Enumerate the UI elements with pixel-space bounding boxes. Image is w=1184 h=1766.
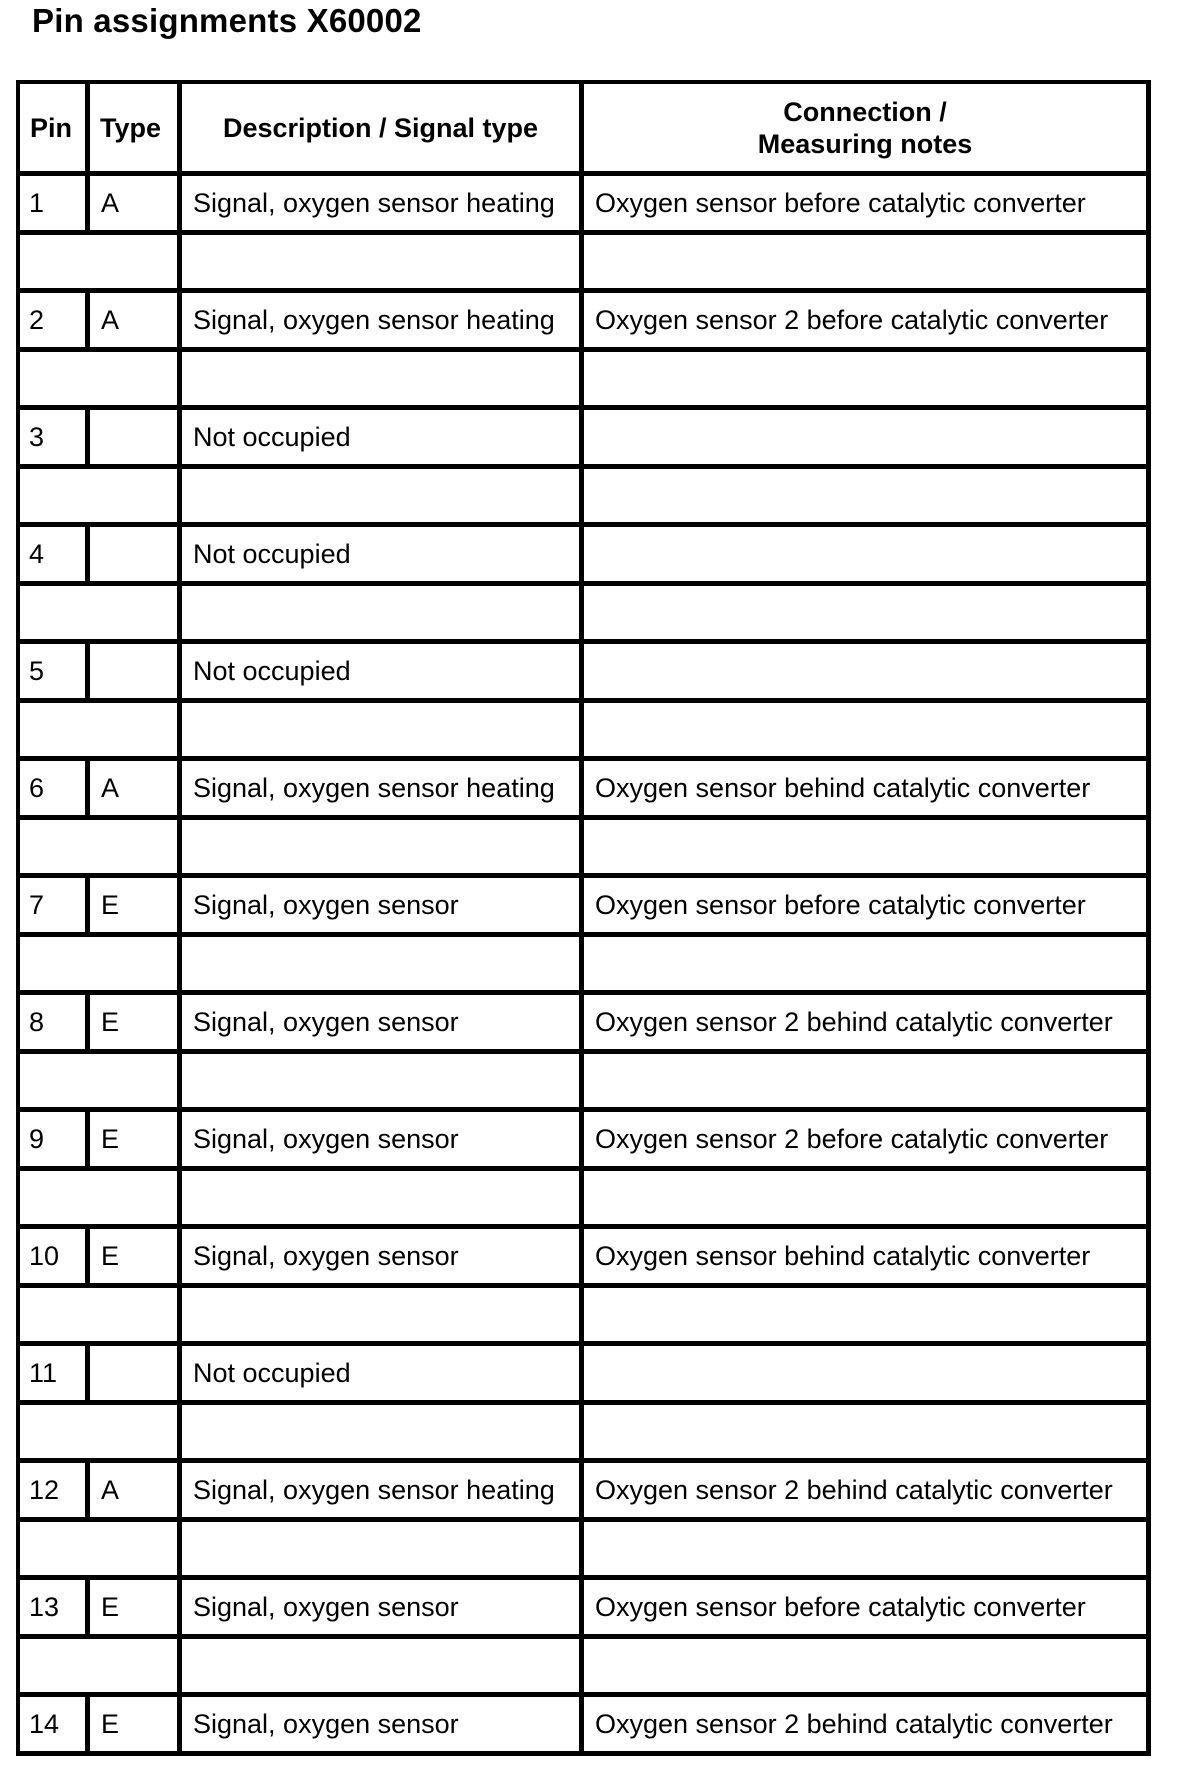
column-header-pin: Pin — [20, 84, 90, 176]
table-spacer-row — [20, 1288, 1151, 1346]
spacer-cell — [584, 1288, 1151, 1346]
connection-notes-cell: Oxygen sensor behind catalytic converter — [584, 761, 1151, 820]
spacer-cell — [20, 1522, 182, 1580]
description-cell: Signal, oxygen sensor — [182, 995, 584, 1054]
pin-cell: 7 — [20, 878, 90, 937]
table-row — [20, 1463, 1151, 1522]
table-spacer-row — [20, 1639, 1151, 1697]
spacer-cell — [182, 235, 584, 293]
description-cell: Not occupied — [182, 410, 584, 469]
pin-cell: 5 — [20, 644, 90, 703]
connection-notes-cell — [584, 527, 1151, 586]
table-row — [20, 761, 1151, 820]
table-row — [20, 995, 1151, 1054]
connection-notes-cell: Oxygen sensor behind catalytic converter — [584, 1229, 1151, 1288]
pin-cell: 10 — [20, 1229, 90, 1288]
spacer-cell — [182, 469, 584, 527]
connection-notes-cell — [584, 644, 1151, 703]
connection-notes-cell: Oxygen sensor 2 before catalytic converter — [584, 1112, 1151, 1171]
spacer-cell — [584, 703, 1151, 761]
type-cell: A — [90, 176, 182, 235]
type-cell — [90, 410, 182, 469]
table-spacer-row — [20, 235, 1151, 293]
spacer-cell — [20, 703, 182, 761]
spacer-cell — [20, 1639, 182, 1697]
table-row — [20, 176, 1151, 235]
connection-notes-cell: Oxygen sensor before catalytic converter — [584, 176, 1151, 235]
spacer-cell — [584, 820, 1151, 878]
spacer-cell — [182, 352, 584, 410]
pin-cell: 3 — [20, 410, 90, 469]
description-cell: Signal, oxygen sensor heating — [182, 176, 584, 235]
pin-cell: 13 — [20, 1580, 90, 1639]
table-spacer-row — [20, 703, 1151, 761]
description-cell: Signal, oxygen sensor heating — [182, 293, 584, 352]
type-cell: E — [90, 1229, 182, 1288]
table-row — [20, 1580, 1151, 1639]
description-cell: Signal, oxygen sensor — [182, 1112, 584, 1171]
pin-cell: 14 — [20, 1697, 90, 1756]
spacer-cell — [20, 820, 182, 878]
table-row — [20, 1346, 1151, 1405]
spacer-cell — [182, 703, 584, 761]
table-row — [20, 410, 1151, 469]
connection-notes-cell — [584, 1346, 1151, 1405]
pin-cell: 2 — [20, 293, 90, 352]
pin-cell: 8 — [20, 995, 90, 1054]
spacer-cell — [20, 469, 182, 527]
pin-cell: 12 — [20, 1463, 90, 1522]
table-spacer-row — [20, 1522, 1151, 1580]
table-spacer-row — [20, 352, 1151, 410]
description-cell: Not occupied — [182, 644, 584, 703]
pin-cell: 9 — [20, 1112, 90, 1171]
table-row — [20, 1229, 1151, 1288]
description-cell: Not occupied — [182, 527, 584, 586]
table-row — [20, 878, 1151, 937]
type-cell — [90, 1346, 182, 1405]
spacer-cell — [584, 1405, 1151, 1463]
type-cell — [90, 644, 182, 703]
type-cell: E — [90, 995, 182, 1054]
spacer-cell — [182, 1171, 584, 1229]
connection-notes-cell — [584, 410, 1151, 469]
spacer-cell — [20, 586, 182, 644]
table-spacer-row — [20, 469, 1151, 527]
type-cell: E — [90, 1697, 182, 1756]
spacer-cell — [584, 1639, 1151, 1697]
description-cell: Signal, oxygen sensor — [182, 1229, 584, 1288]
pin-cell: 1 — [20, 176, 90, 235]
connection-notes-cell: Oxygen sensor 2 behind catalytic converter — [584, 1463, 1151, 1522]
spacer-cell — [584, 586, 1151, 644]
description-cell: Not occupied — [182, 1346, 584, 1405]
type-cell: A — [90, 293, 182, 352]
spacer-cell — [20, 1405, 182, 1463]
column-header-description: Description / Signal type — [182, 84, 584, 176]
spacer-cell — [20, 1288, 182, 1346]
spacer-cell — [584, 1054, 1151, 1112]
column-header-type: Type — [90, 84, 182, 176]
spacer-cell — [182, 937, 584, 995]
description-cell: Signal, oxygen sensor — [182, 1580, 584, 1639]
table-spacer-row — [20, 1054, 1151, 1112]
description-cell: Signal, oxygen sensor heating — [182, 761, 584, 820]
connection-notes-cell: Oxygen sensor 2 before catalytic converter — [584, 293, 1151, 352]
spacer-cell — [182, 1405, 584, 1463]
spacer-cell — [182, 586, 584, 644]
spacer-cell — [20, 352, 182, 410]
column-header-notes-line1: Connection / — [783, 96, 947, 127]
type-cell — [90, 527, 182, 586]
spacer-cell — [584, 1171, 1151, 1229]
table-row — [20, 1697, 1151, 1756]
connection-notes-cell: Oxygen sensor before catalytic converter — [584, 878, 1151, 937]
table-row — [20, 644, 1151, 703]
pin-cell: 4 — [20, 527, 90, 586]
type-cell: A — [90, 761, 182, 820]
connection-notes-cell: Oxygen sensor 2 behind catalytic converter — [584, 1697, 1151, 1756]
spacer-cell — [182, 1054, 584, 1112]
spacer-cell — [584, 235, 1151, 293]
table-header-row — [20, 84, 1151, 176]
table-row — [20, 527, 1151, 586]
pin-cell: 11 — [20, 1346, 90, 1405]
table-spacer-row — [20, 820, 1151, 878]
type-cell: A — [90, 1463, 182, 1522]
spacer-cell — [20, 937, 182, 995]
connection-notes-cell: Oxygen sensor 2 behind catalytic converter — [584, 995, 1151, 1054]
spacer-cell — [182, 1639, 584, 1697]
description-cell: Signal, oxygen sensor heating — [182, 1463, 584, 1522]
description-cell: Signal, oxygen sensor — [182, 1697, 584, 1756]
table-row — [20, 293, 1151, 352]
table-spacer-row — [20, 586, 1151, 644]
table-spacer-row — [20, 937, 1151, 995]
spacer-cell — [20, 1171, 182, 1229]
type-cell: E — [90, 1580, 182, 1639]
spacer-cell — [20, 1054, 182, 1112]
column-header-connection-notes — [584, 84, 1151, 176]
spacer-cell — [182, 1522, 584, 1580]
spacer-cell — [584, 352, 1151, 410]
table-spacer-row — [20, 1405, 1151, 1463]
type-cell: E — [90, 878, 182, 937]
spacer-cell — [584, 1522, 1151, 1580]
connection-notes-cell: Oxygen sensor before catalytic converter — [584, 1580, 1151, 1639]
spacer-cell — [584, 469, 1151, 527]
table-spacer-row — [20, 1171, 1151, 1229]
pin-cell: 6 — [20, 761, 90, 820]
page-title: Pin assignments X60002 — [32, 2, 422, 39]
type-cell: E — [90, 1112, 182, 1171]
spacer-cell — [182, 1288, 584, 1346]
pin-assignment-table — [16, 80, 1151, 1756]
description-cell: Signal, oxygen sensor — [182, 878, 584, 937]
table-row — [20, 1112, 1151, 1171]
spacer-cell — [182, 820, 584, 878]
spacer-cell — [584, 937, 1151, 995]
spacer-cell — [20, 235, 182, 293]
column-header-notes-line2: Measuring notes — [757, 128, 973, 159]
